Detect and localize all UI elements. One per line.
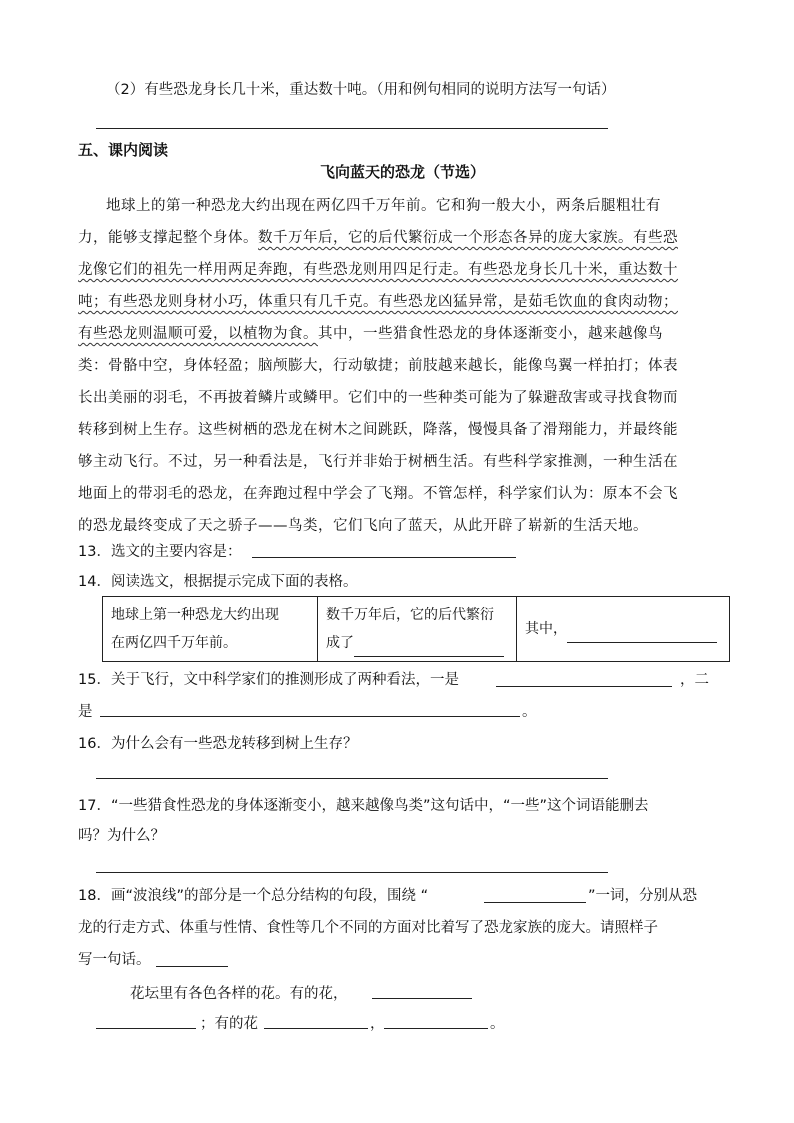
passage-line: 转移到树上生存。这些树栖的恐龙在树木之间跳跃，降落，慢慢具备了滑翔能力，并最终能 bbox=[78, 422, 678, 438]
wavy-underlined-text: 龙像它们的祖先一样用两足奔跑，有些恐龙则用四足行走。有些恐龙身长几十米，重达数十 bbox=[78, 262, 678, 278]
passage-line: 够主动飞行。不过，另一种看法是，飞行并非始于树栖生活。有些科学家推测，一种生活在 bbox=[78, 454, 678, 470]
question-14: 14．阅读选文，根据提示完成下面的表格。 bbox=[78, 574, 358, 590]
question-13: 13．选文的主要内容是： bbox=[78, 544, 242, 560]
table-cell-3: 其中， bbox=[517, 597, 730, 662]
question-17-line1: 17．“一些猎食性恐龙的身体逐渐变小，越来越像鸟类”这句话中，“一些”这个词语能删去 bbox=[78, 798, 649, 814]
passage-line bbox=[78, 260, 718, 280]
passage-line: 地球上的第一种恐龙大约出现在两亿四千万年前。它和狗一般大小，两条后腿粗壮有 bbox=[106, 198, 661, 214]
question-16: 16．为什么会有一些恐龙转移到树上生存？ bbox=[78, 736, 358, 752]
question-18-line3: 写一句话。 bbox=[78, 952, 151, 968]
answer-line-q17[interactable] bbox=[96, 872, 608, 873]
answer-line-q18-b[interactable] bbox=[96, 1028, 196, 1029]
question-18-line1a: 18．画“波浪线”的部分是一个总分结构的句段，围绕 “ bbox=[78, 888, 429, 904]
passage-line: 力，能够支撑起整个身体。数千万年后，它的后代繁衍成一个形态各异的庞大家族。有些恐 bbox=[78, 230, 678, 246]
answer-line-q15-b[interactable] bbox=[100, 716, 520, 717]
example-end: 。 bbox=[490, 1016, 505, 1032]
answer-line-q2[interactable] bbox=[96, 128, 608, 129]
passage-line: 地面上的带羽毛的恐龙，在奔跑过程中学会了飞翔。不管怎样，科学家们认为：原本不会飞 bbox=[78, 486, 678, 502]
example-sep: ；有的花 bbox=[200, 1016, 258, 1032]
question-15-a: 15．关于飞行，文中科学家们的推测形成了两种看法，一是 bbox=[78, 672, 459, 688]
question-15-sep: ，二 bbox=[680, 672, 709, 688]
example-sentence: 花坛里有各色各样的花。有的花， bbox=[130, 986, 348, 1002]
answer-blank-q14-b[interactable] bbox=[354, 640, 504, 657]
wavy-underlined-text: 数千万年后，它的后代繁衍成一个形态各异的庞大家族。有些恐 bbox=[258, 230, 678, 246]
answer-line-q15-a[interactable] bbox=[496, 686, 672, 687]
passage-line: 长出美丽的羽毛，不再披着鳞片或鳞甲。它们中的一些种类可能为了躲避敌害或寻找食物而 bbox=[78, 390, 678, 406]
passage-line: 的恐龙最终变成了天之骄子——鸟类，它们飞向了蓝天，从此开辟了崭新的生活天地。 bbox=[78, 518, 648, 534]
passage-line bbox=[78, 292, 718, 312]
example-comma: ， bbox=[370, 1016, 385, 1032]
answer-line-q18-d[interactable] bbox=[384, 1028, 488, 1029]
answer-line-q16[interactable] bbox=[96, 778, 608, 779]
answer-line-q18-word[interactable] bbox=[484, 902, 586, 903]
wavy-underlined-text: 有些恐龙则温顺可爱，以植物为食。 bbox=[78, 326, 318, 342]
answer-line-q13[interactable] bbox=[252, 557, 516, 558]
answer-line-q18-sample[interactable] bbox=[156, 966, 228, 967]
wavy-underlined-text: 吨；有些恐龙则身材小巧，体重只有几千克。有些恐龙凶猛异常，是茹毛饮血的食肉动物； bbox=[78, 294, 678, 310]
question-18-line2: 龙的行走方式、体重与性情、食性等几个不同的方面对比着写了恐龙家族的庞大。请照样子 bbox=[78, 920, 658, 936]
question-15-end: 。 bbox=[522, 704, 537, 720]
question-2: （2）有些恐龙身长几十米，重达数十吨。（用和例句相同的说明方法写一句话） bbox=[106, 82, 616, 98]
passage-title: 飞向蓝天的恐龙（节选） bbox=[320, 163, 486, 181]
answer-blank-q14-c[interactable] bbox=[567, 626, 717, 643]
question-17-line2: 吗？为什么？ bbox=[78, 828, 165, 844]
question-15-b: 是 bbox=[78, 704, 93, 720]
answer-line-q18-c[interactable] bbox=[264, 1028, 368, 1029]
answer-table-q14 bbox=[102, 596, 730, 662]
question-18-line1b: ”一词，分别从恐 bbox=[588, 888, 698, 904]
table-cell-2: 数千万年后，它的后代繁衍 成了 bbox=[318, 597, 517, 662]
passage-line: 有些恐龙则温顺可爱，以植物为食。其中，一些猎食性恐龙的身体逐渐变小，越来越像鸟 bbox=[78, 326, 663, 342]
table-cell-1: 地球上第一种恐龙大约出现 在两亿四千万年前。 bbox=[103, 597, 318, 662]
answer-line-q18-a[interactable] bbox=[372, 998, 472, 999]
section-heading: 五、课内阅读 bbox=[78, 141, 169, 159]
passage-line: 类：骨骼中空，身体轻盈；脑颅膨大，行动敏捷；前肢越来越长，能像鸟翼一样拍打；体表 bbox=[78, 358, 678, 374]
